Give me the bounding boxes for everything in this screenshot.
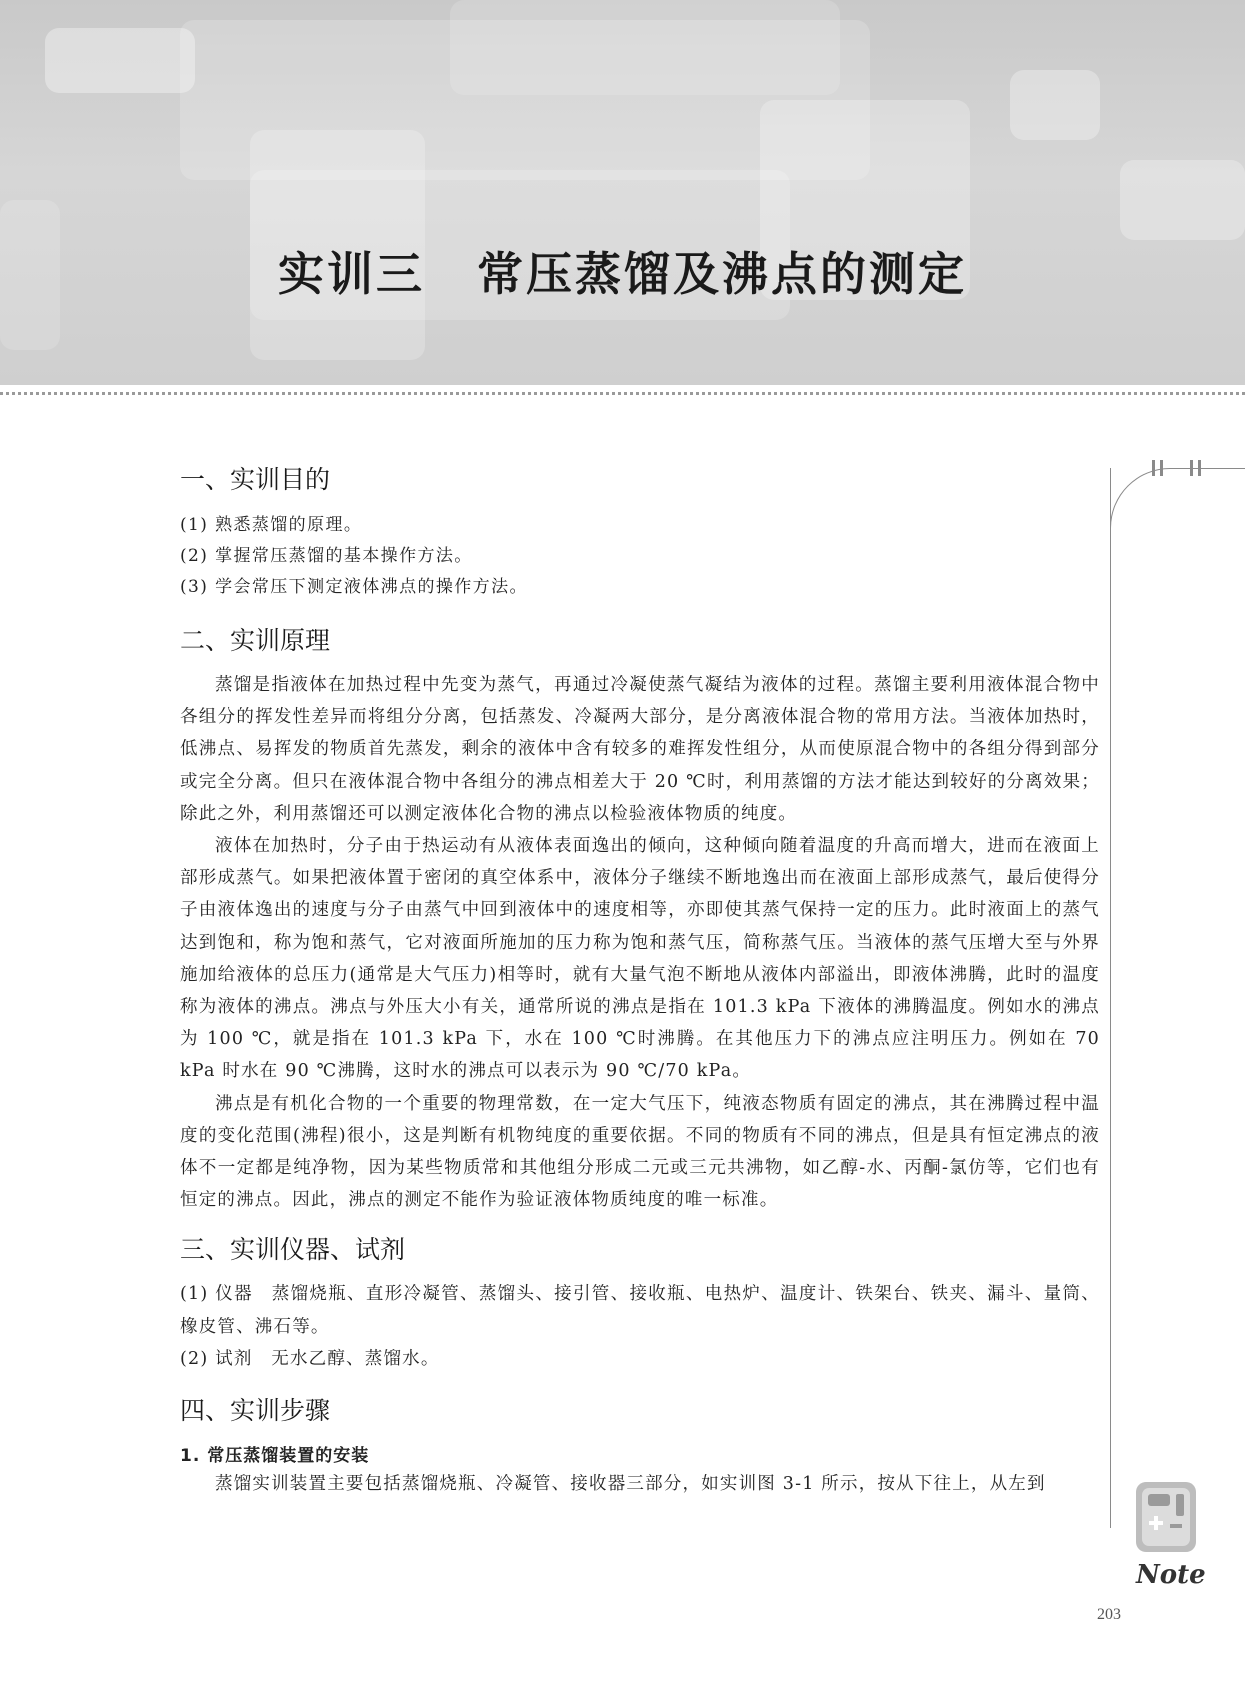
paragraph: 蒸馏实训装置主要包括蒸馏烧瓶、冷凝管、接收器三部分，如实训图 3-1 所示，按从下往上，从左到	[215, 1474, 1046, 1495]
title-part1: 实训三	[278, 247, 425, 301]
note-label: Note	[1136, 1560, 1206, 1590]
section-heading: 四、实训步骤	[180, 1396, 331, 1426]
page-title	[0, 238, 1245, 304]
list-item: (2) 试剂 无水乙醇、蒸馏水。	[180, 1348, 440, 1369]
paragraph: 液体在加热时，分子由于热运动有从液体表面逸出的倾向，这种倾向随着温度的升高而增大，进而在液面上部形成蒸气。如果把液体置于密闭的真空体系中，液体分子继续不断地逸出而在液面上部形成蒸气，最后使得分子由液体逸出的速度与分子由蒸气中回到液体中的速度相等，亦即使其蒸气保持一定的压力。此时液面上的蒸气达到饱和，称为饱和蒸气，它对液面所施加的压力称为饱和蒸气压，简称蒸气压。当液体的蒸气压增大至与外界施加给液体的总压力(通常是大气压力)相等时，就有大量气泡不断地从液体内部溢出，即液体沸腾，此时的温度称为液体的沸点。沸点与外压大小有关，通常所说的沸点是指在 101.3 kPa 下液体的沸腾温度。例如水的沸点为 100 ℃，就是指在 101.3 kPa 下，水在 100 ℃时沸腾。在其他压力下的沸点应注明压力。例如在 70 kPa 时水在 90 ℃沸腾，这时水的沸点可以表示为 90 ℃/70 kPa。	[180, 836, 1100, 1082]
margin-line-curve	[1110, 468, 1245, 549]
paragraph: 蒸馏是指液体在加热过程中先变为蒸气，再通过冷凝使蒸气凝结为液体的过程。蒸馏主要利用液体混合物中各组分的挥发性差异而将组分分离，包括蒸发、冷凝两大部分，是分离液体混合物的常用方法。当液体加热时，低沸点、易挥发的物质首先蒸发，剩余的液体中含有较多的难挥发性组分，从而使原混合物中的各组分得到部分或完全分离。但只在液体混合物中各组分的沸点相差大于 20 ℃时，利用蒸馏的方法才能达到较好的分离效果；除此之外，利用蒸馏还可以测定液体化合物的沸点以检验液体物质的纯度。	[180, 675, 1100, 824]
margin-tick	[1198, 460, 1201, 476]
margin-line	[1110, 468, 1111, 1528]
page-number: 203	[1097, 1606, 1121, 1623]
paragraph: 沸点是有机化合物的一个重要的物理常数，在一定大气压下，纯液态物质有固定的沸点，其在沸腾过程中温度的变化范围(沸程)很小，这是判断有机物纯度的重要依据。不同的物质有不同的沸点，但是具有恒定沸点的液体不一定都是纯净物，因为某些物质常和其他组分形成二元或三元共沸物，如乙醇-水、丙酮-氯仿等，它们也有恒定的沸点。因此，沸点的测定不能作为验证液体物质纯度的唯一标准。	[180, 1093, 1100, 1211]
section-heading: 一、实训目的	[180, 465, 331, 494]
section-heading: 二、实训原理	[180, 626, 331, 655]
section-heading: 三、实训仪器、试剂	[180, 1235, 406, 1265]
content	[180, 460, 1100, 1500]
list-item: (2) 掌握常压蒸馏的基本操作方法。	[180, 546, 473, 566]
list-item: (1) 熟悉蒸馏的原理。	[180, 515, 363, 535]
margin-tick	[1152, 460, 1155, 476]
note-calculator-icon	[1130, 1478, 1202, 1556]
header-banner	[0, 0, 1245, 385]
margin-tick	[1160, 460, 1163, 476]
equipment-list	[180, 1278, 1100, 1375]
subsection-heading: 1. 常压蒸馏装置的安装	[180, 1446, 370, 1467]
list-item: (1) 仪器 蒸馏烧瓶、直形冷凝管、蒸馏头、接引管、接收瓶、电热炉、温度计、铁架台、铁夹、漏斗、量筒、橡皮管、沸石等。	[180, 1284, 1100, 1337]
list-item: (3) 学会常压下测定液体沸点的操作方法。	[180, 577, 528, 597]
objective-list	[180, 510, 1100, 603]
header-divider	[0, 392, 1245, 395]
principle-text	[180, 669, 1100, 1216]
margin-tick	[1190, 460, 1193, 476]
title-part2: 常压蒸馏及沸点的测定	[477, 247, 967, 301]
